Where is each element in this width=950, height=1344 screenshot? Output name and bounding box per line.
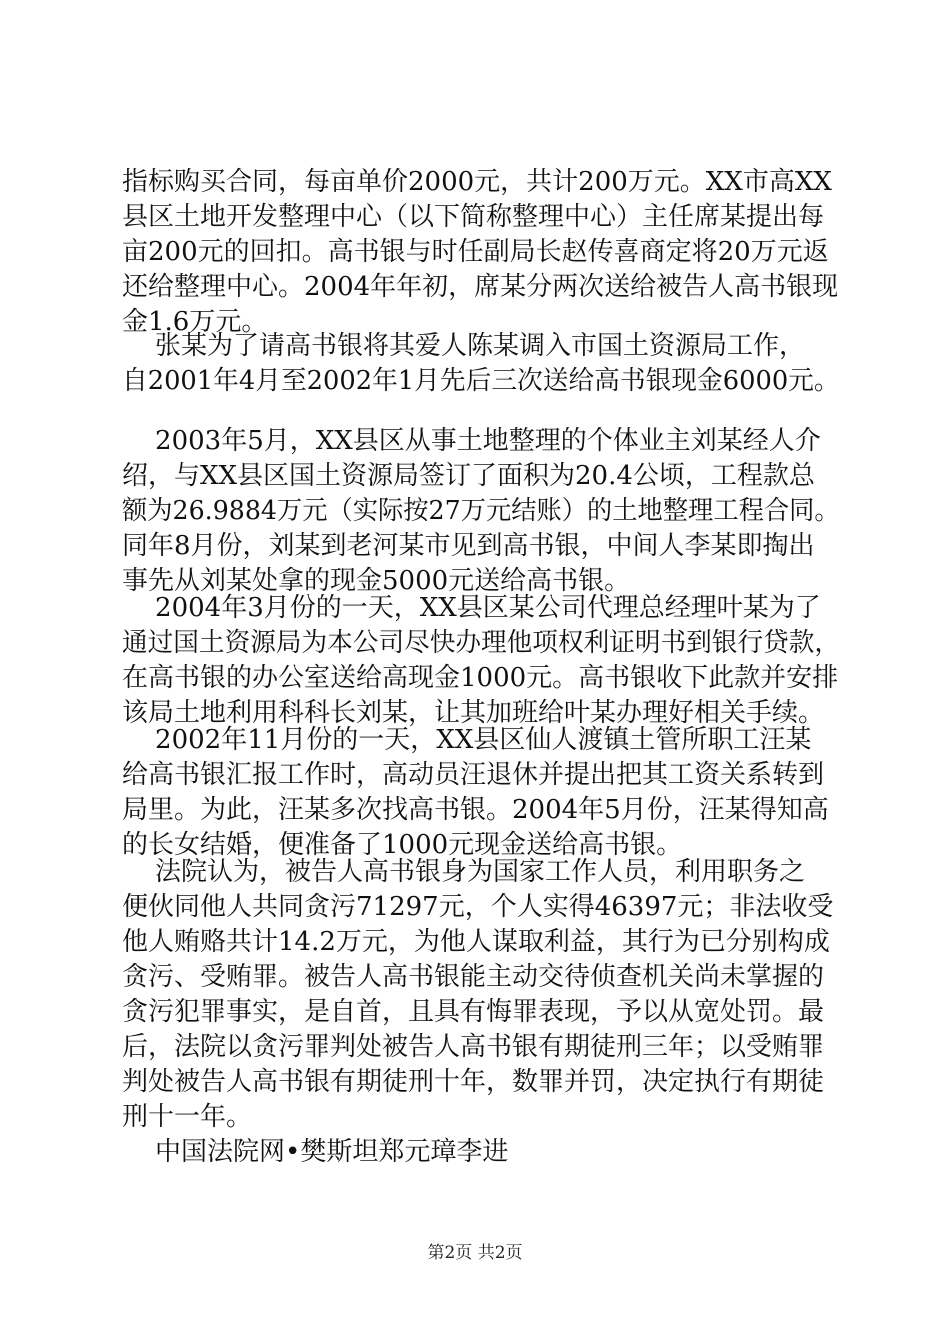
text-line: 绍，与XX县区国土资源局签订了面积为20.4公顷，工程款总 <box>122 461 815 491</box>
text-line: 刑十一年。 <box>122 1102 253 1132</box>
text-line: 的长女结婚，便准备了1000元现金送给高书银。 <box>122 830 683 860</box>
text-line: 他人贿赂共计14.2万元，为他人谋取利益，其行为已分别构成 <box>122 927 830 957</box>
text-line: 事先从刘某处拿的现金5000元送给高书银。 <box>122 566 631 596</box>
text-line: 该局土地利用科科长刘某，让其加班给叶某办理好相关手续。 <box>122 698 825 728</box>
text-line: 金1.6万元。 <box>122 307 268 337</box>
text-line: 局里。为此，汪某多次找高书银。2004年5月份，汪某得知高 <box>122 795 829 825</box>
text-line: 贪污犯罪事实，是自首，且具有悔罪表现，予以从宽处罚。最 <box>122 997 825 1027</box>
text-line: 额为26.9884万元（实际按27万元结账）的土地整理工程合同。 <box>122 496 840 526</box>
text-line: 县区土地开发整理中心（以下简称整理中心）主任席某提出每 <box>122 202 825 232</box>
text-line: 还给整理中心。2004年年初，席某分两次送给被告人高书银现 <box>122 272 839 302</box>
text-line: 张某为了请高书银将其爱人陈某调入市国土资源局工作， <box>122 331 806 361</box>
text-line: 给高书银汇报工作时，高动员汪退休并提出把其工资关系转到 <box>122 760 825 790</box>
text-line: 亩200元的回扣。高书银与时任副局长赵传喜商定将20万元返 <box>122 237 829 267</box>
text-line: 后，法院以贪污罪判处被告人高书银有期徒刑三年；以受贿罪 <box>122 1032 825 1062</box>
text-line: 贪污、受贿罪。被告人高书银能主动交待侦查机关尚未掌握的 <box>122 962 825 992</box>
text-line: 指标购买合同，每亩单价2000元，共计200万元。XX市高XX <box>122 167 832 197</box>
text-line: 2004年3月份的一天，XX县区某公司代理总经理叶某为了 <box>122 593 821 623</box>
text-line: 2003年5月，XX县区从事土地整理的个体业主刘某经人介 <box>122 426 821 456</box>
text-line: 法院认为，被告人高书银身为国家工作人员，利用职务之 <box>122 857 806 887</box>
text-line: 2002年11月份的一天，XX县区仙人渡镇土管所职工汪某 <box>122 725 812 755</box>
page-number: 第2页 共2页 <box>427 1243 523 1263</box>
text-line: 在高书银的办公室送给高现金1000元。高书银收下此款并安排 <box>122 663 839 693</box>
text-line: 自2001年4月至2002年1月先后三次送给高书银现金6000元。 <box>122 366 840 396</box>
text-line: 通过国土资源局为本公司尽快办理他项权利证明书到银行贷款， <box>122 628 841 658</box>
text-line: 便伙同他人共同贪污71297元，个人实得46397元；非法收受 <box>122 892 834 922</box>
text-line: 中国法院网•樊斯坦郑元璋李进 <box>122 1137 509 1167</box>
text-line: 判处被告人高书银有期徒刑十年，数罪并罚，决定执行有期徒 <box>122 1067 825 1097</box>
text-line: 同年8月份，刘某到老河某市见到高书银，中间人李某即掏出 <box>122 531 815 561</box>
